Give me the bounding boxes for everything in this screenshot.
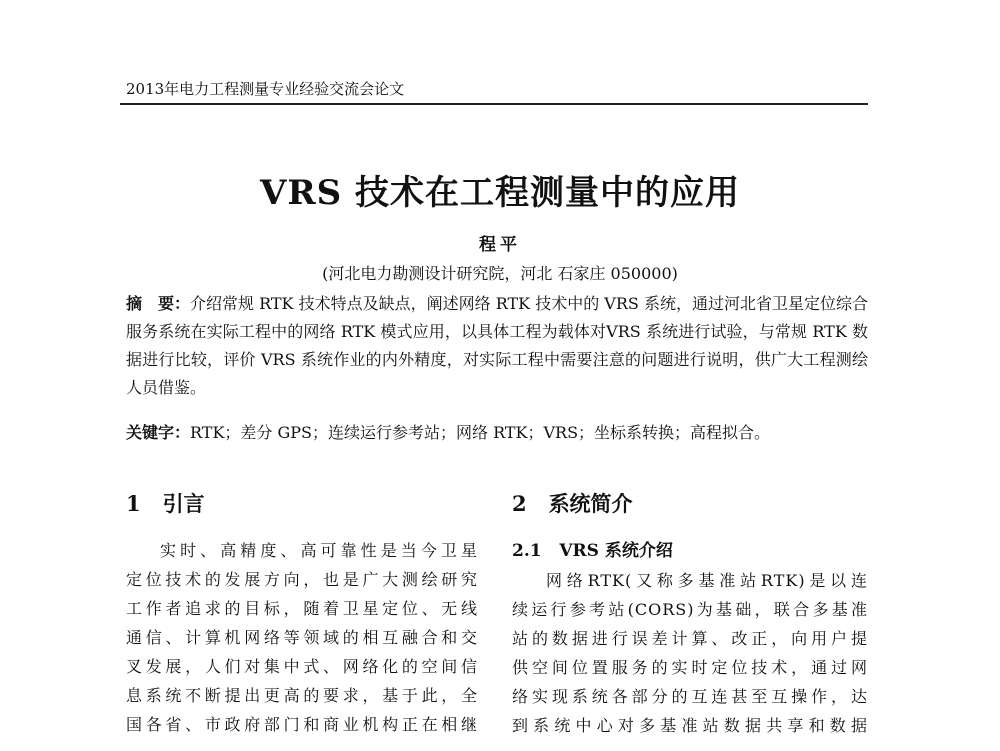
section-1-title: 引言	[162, 491, 205, 516]
body-line: 工作者追求的目标，随着卫星定位、无线	[126, 599, 478, 618]
body-line: 续运行参考站(CORS)为基础，联合多基准	[512, 600, 868, 619]
header-rule	[120, 103, 868, 105]
section-2-body	[512, 566, 868, 740]
section-2-title: 系统简介	[548, 491, 633, 516]
section-1-body	[126, 536, 478, 739]
paper-title: VRS 技术在工程测量中的应用	[259, 173, 741, 213]
body-line: 通信、计算机网络等领域的相互融合和交	[126, 628, 478, 647]
abstract	[126, 290, 868, 402]
author-affiliation: (河北电力勘测设计研究院，河北 石家庄 050000)	[322, 264, 678, 283]
body-line: 站的数据进行误差计算、改正，向用户提	[512, 629, 868, 648]
subsection-2-1-number: 2.1	[512, 541, 542, 561]
body-line: 叉发展，人们对集中式、网络化的空间信	[126, 657, 478, 676]
abstract-label: 摘 要：	[126, 294, 191, 313]
keywords	[126, 419, 886, 447]
author-name: 程平	[479, 235, 521, 255]
section-1-number: 1	[126, 491, 141, 516]
body-line: 络实现系统各部分的互连甚至互操作，达	[512, 687, 868, 706]
section-2-number: 2	[512, 491, 527, 516]
keywords-label: 关键字：	[126, 423, 191, 442]
body-line: 到系统中心对多基准站数据共享和数据	[512, 716, 868, 735]
body-line: 国各省、市政府部门和商业机构正在相继	[126, 715, 478, 734]
body-line: 网络RTK(又称多基准站RTK)是以连	[546, 571, 868, 590]
section-1-heading	[126, 488, 205, 518]
body-line: 实时、高精度、高可靠性是当今卫星	[160, 541, 478, 560]
abstract-text: 介绍常规 RTK 技术特点及缺点，阐述网络 RTK 技术中的 VRS 系统，通过河北省卫星定位综合服务系统在实际工程中的网络 RTK 模式应用，以具体工程为载体对VRS 系统进行试验，与常规 RTK 数据进行比较，评价 VRS 系统作业的内外精度，对实际工程中需要注意的问题进行说明，供广大工程测绘人员借鉴。	[126, 294, 868, 397]
body-line: 供空间位置服务的实时定位技术，通过网	[512, 658, 868, 677]
subsection-2-1-title: VRS 系统介绍	[559, 541, 673, 561]
keywords-text: RTK；差分 GPS；连续运行参考站；网络 RTK；VRS；坐标系转换；高程拟合。	[190, 423, 771, 442]
section-2-heading	[512, 488, 633, 518]
subsection-2-1-heading	[512, 536, 673, 561]
running-header: 2013年电力工程测量专业经验交流会论文	[126, 80, 405, 98]
body-line: 息系统不断提出更高的要求，基于此，全	[126, 686, 478, 705]
body-line: 定位技术的发展方向，也是广大测绘研究	[126, 570, 478, 589]
